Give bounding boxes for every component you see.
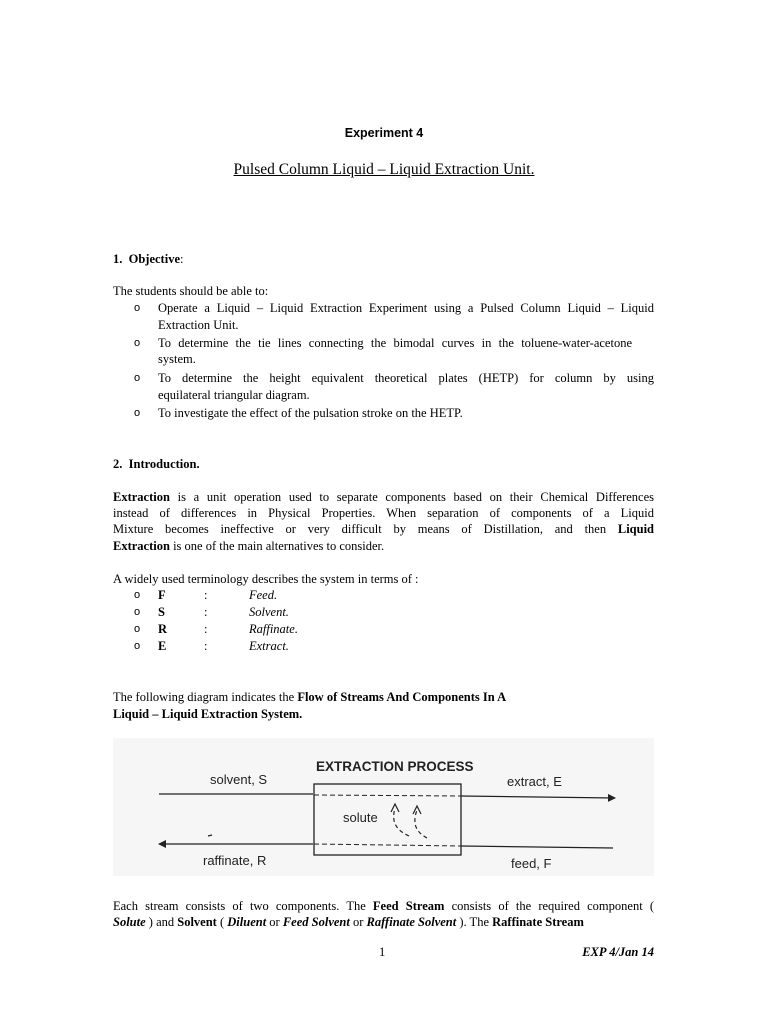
raffinate-label: raffinate, R bbox=[203, 853, 267, 868]
term-liquid: Liquid bbox=[617, 522, 654, 536]
term-raffinate-stream: Raffinate Stream bbox=[492, 915, 584, 929]
term-extraction-2: Extraction bbox=[113, 539, 170, 553]
term-raffinate-solvent: Raffinate Solvent bbox=[366, 915, 457, 929]
term-symbol-f: F bbox=[158, 588, 166, 602]
closing-text: or bbox=[266, 915, 283, 929]
objective-colon: : bbox=[180, 252, 184, 266]
intro-line-1-text: is a unit operation used to separate components based on their Chemical Differences bbox=[169, 490, 654, 504]
term-colon: : bbox=[204, 588, 208, 602]
extraction-process-figure bbox=[113, 738, 654, 876]
objective-item-2-line-2: system. bbox=[158, 352, 196, 366]
introduction-heading bbox=[113, 456, 200, 472]
objective-item-2-line-1: To determine the tie lines connecting the bimodal curves in the toluene-water-acetone bbox=[158, 336, 632, 350]
closing-text: consists of the required component ( bbox=[444, 899, 654, 913]
intro-line-3-text: Mixture becomes ineffective or very difficult by means of Distillation, and then bbox=[113, 522, 618, 536]
process-box bbox=[314, 784, 461, 855]
extract-stream-line bbox=[461, 796, 615, 798]
term-desc-raffinate: Raffinate. bbox=[249, 622, 298, 636]
page-number: 1 bbox=[379, 945, 386, 959]
solute-transfer-arrow-head bbox=[413, 806, 421, 814]
bullet-marker: o bbox=[134, 640, 141, 652]
bullet-marker: o bbox=[134, 589, 141, 601]
page-title: Pulsed Column Liquid – Liquid Extraction Unit. bbox=[233, 161, 535, 178]
objective-item-1-line-1: Operate a Liquid – Liquid Extraction Experiment using a Pulsed Column Liquid – Liquid bbox=[158, 301, 654, 315]
objective-number: 1. bbox=[113, 252, 123, 266]
term-extraction: Extraction bbox=[113, 490, 170, 504]
objective-item-3-line-1: To determine the height equivalent theoretical plates (HETP) for column by using bbox=[158, 371, 654, 385]
intro-line-3 bbox=[113, 521, 654, 537]
solute-transfer-arrow bbox=[394, 808, 409, 836]
tick-mark bbox=[208, 835, 212, 836]
bullet-marker: o bbox=[134, 372, 141, 384]
solute-label: solute bbox=[343, 810, 378, 825]
introduction-number: 2. bbox=[113, 457, 123, 471]
objective-item-3-line-2: equilateral triangular diagram. bbox=[158, 388, 310, 402]
introduction-heading-text: Introduction. bbox=[128, 457, 200, 471]
term-colon: : bbox=[204, 622, 208, 636]
internal-dashed-line bbox=[314, 795, 461, 796]
internal-dashed-line bbox=[314, 844, 461, 846]
bullet-marker: o bbox=[134, 302, 141, 314]
bullet-marker: o bbox=[134, 407, 141, 419]
term-solvent: Solvent bbox=[177, 915, 217, 929]
term-desc-solvent: Solvent. bbox=[249, 605, 289, 619]
term-colon: : bbox=[204, 639, 208, 653]
feed-label: feed, F bbox=[511, 856, 552, 871]
objective-item-4: To investigate the effect of the pulsation stroke on the HETP. bbox=[158, 406, 463, 420]
objective-item-1-line-2: Extraction Unit. bbox=[158, 318, 239, 332]
objective-heading-text: Objective bbox=[128, 252, 180, 266]
bullet-marker: o bbox=[134, 623, 141, 635]
diagram-intro-text: The following diagram indicates the bbox=[113, 690, 298, 704]
intro-line-4-text: is one of the main alternatives to consider. bbox=[169, 539, 385, 553]
solute-transfer-arrow bbox=[415, 810, 427, 838]
term-desc-feed: Feed. bbox=[249, 588, 278, 602]
extract-label: extract, E bbox=[507, 774, 562, 789]
term-symbol-e: E bbox=[158, 639, 167, 653]
term-symbol-s: S bbox=[158, 605, 165, 619]
closing-text: ). The bbox=[456, 915, 493, 929]
term-feed-stream: Feed Stream bbox=[372, 899, 445, 913]
intro-line-2: instead of differences in Physical Properties. When separation of components of a Liquid bbox=[113, 506, 654, 520]
experiment-label: Experiment 4 bbox=[344, 126, 424, 140]
diagram-intro-line-2: Liquid – Liquid Extraction System. bbox=[113, 707, 303, 721]
closing-text: Each stream consists of two components. The bbox=[113, 899, 373, 913]
closing-text: ( bbox=[216, 915, 228, 929]
term-symbol-r: R bbox=[158, 622, 168, 636]
objective-heading bbox=[113, 251, 183, 267]
term-colon: : bbox=[204, 605, 208, 619]
terminology-intro: A widely used terminology describes the system in terms of : bbox=[113, 572, 419, 586]
term-desc-extract: Extract. bbox=[249, 639, 289, 653]
figure-title: EXTRACTION PROCESS bbox=[316, 759, 474, 774]
bullet-marker: o bbox=[134, 606, 141, 618]
intro-line-4 bbox=[113, 538, 384, 554]
feed-stream-line bbox=[461, 846, 613, 848]
bullet-marker: o bbox=[134, 337, 141, 349]
closing-text: or bbox=[349, 915, 367, 929]
closing-line-2 bbox=[113, 914, 584, 930]
diagram-intro-line-1 bbox=[113, 689, 506, 705]
term-feed-solvent: Feed Solvent bbox=[282, 915, 350, 929]
term-solute: Solute bbox=[113, 915, 146, 929]
objective-intro: The students should be able to: bbox=[113, 284, 269, 298]
closing-text: ) and bbox=[145, 915, 178, 929]
intro-line-1 bbox=[113, 489, 654, 505]
diagram-intro-bold-1: Flow of Streams And Components In A bbox=[297, 690, 507, 704]
solvent-label: solvent, S bbox=[210, 772, 268, 787]
document-code: EXP 4/Jan 14 bbox=[582, 945, 654, 959]
term-diluent: Diluent bbox=[227, 915, 267, 929]
closing-line-1 bbox=[113, 898, 654, 914]
